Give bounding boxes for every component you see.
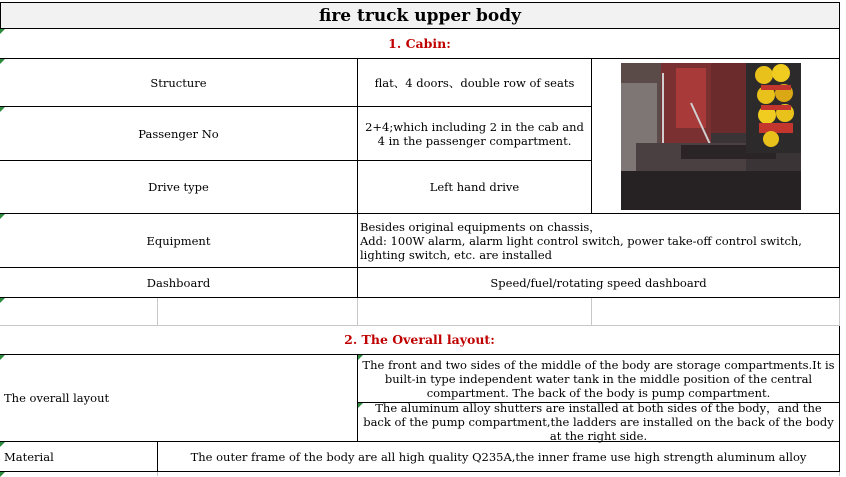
cell-marker [0, 214, 5, 219]
cell-marker [0, 472, 5, 477]
section-layout-title: 2. The Overall layout: [344, 332, 495, 347]
row-structure-label: Structure [150, 75, 207, 90]
layout-text2-cell[interactable] [358, 403, 840, 442]
trailing-cell-a[interactable] [0, 472, 158, 476]
cell-marker [358, 355, 363, 360]
row-equipment-label-cell[interactable] [0, 214, 358, 268]
layout-label-cell[interactable] [0, 355, 358, 442]
layout-text2: The aluminum alloy shutters are installed at both sides of the body，and the back of the pump compartment,the ladders are installed on the back of the body at the right side. [363, 401, 834, 443]
cell-marker [0, 29, 5, 34]
row-drive-value: Left hand drive [429, 180, 520, 194]
cell-marker [0, 298, 5, 303]
material-label: Material [4, 449, 54, 464]
row-equipment-value-line2: Add: 100W alarm, alarm light control switch, power take-off control switch, lighting switch, etc. are installed [360, 233, 802, 262]
row-dashboard-value-cell[interactable] [358, 268, 840, 298]
row-passenger-value: 2+4;which including 2 in the cab and 4 in the passenger compartment. [365, 119, 584, 148]
empty-cell-a[interactable] [0, 298, 158, 326]
row-dashboard-value: Speed/fuel/rotating speed dashboard [490, 275, 707, 290]
section-layout-header [0, 326, 840, 355]
cell-marker [0, 355, 5, 360]
cell-marker [0, 442, 5, 447]
sheet-title-text: fire truck upper body [318, 5, 522, 26]
row-drive-label: Drive type [148, 180, 209, 194]
sheet-title [0, 2, 840, 29]
layout-text1-cell[interactable] [358, 355, 840, 403]
row-structure-value: flat、4 doors、double row of seats [374, 75, 575, 90]
empty-cell-d[interactable] [592, 298, 840, 326]
row-structure-label-cell[interactable] [0, 59, 358, 107]
layout-label: The overall layout [4, 391, 110, 405]
cabin-interior-illustration [621, 63, 801, 210]
row-passenger-label: Passenger No [138, 126, 219, 141]
material-label-cell[interactable] [0, 442, 158, 472]
row-drive-label-cell[interactable] [0, 161, 358, 214]
material-value-cell[interactable] [158, 442, 840, 472]
empty-cell-b[interactable] [158, 298, 358, 326]
row-equipment-value [360, 220, 837, 262]
layout-text1: The front and two sides of the middle of the body are storage compartments.It is built-in type independent water tank in the middle position of the central compartment. The back of the body is pump compartment. [362, 357, 835, 400]
cell-marker [0, 107, 5, 112]
cell-marker [0, 59, 5, 64]
cabin-interior-photo [621, 63, 801, 210]
row-drive-value-cell[interactable] [358, 161, 592, 214]
row-dashboard-label: Dashboard [146, 275, 211, 290]
section-cabin-title: 1. Cabin: [388, 35, 451, 51]
row-structure-value-cell[interactable] [358, 59, 592, 107]
trailing-cell-b[interactable] [158, 472, 840, 476]
row-passenger-label-cell[interactable] [0, 107, 358, 161]
material-value: The outer frame of the body are all high quality Q235A,the inner frame use high strength aluminum alloy [190, 449, 807, 464]
row-dashboard-label-cell[interactable] [0, 268, 358, 298]
row-equipment-value-line1: Besides original equipments on chassis， [360, 219, 601, 234]
row-equipment-value-cell[interactable] [358, 214, 840, 268]
cell-marker [358, 403, 363, 408]
empty-cell-c[interactable] [358, 298, 592, 326]
row-passenger-value-cell[interactable] [358, 107, 592, 161]
row-equipment-label: Equipment [146, 233, 211, 248]
section-cabin-header [0, 29, 840, 59]
